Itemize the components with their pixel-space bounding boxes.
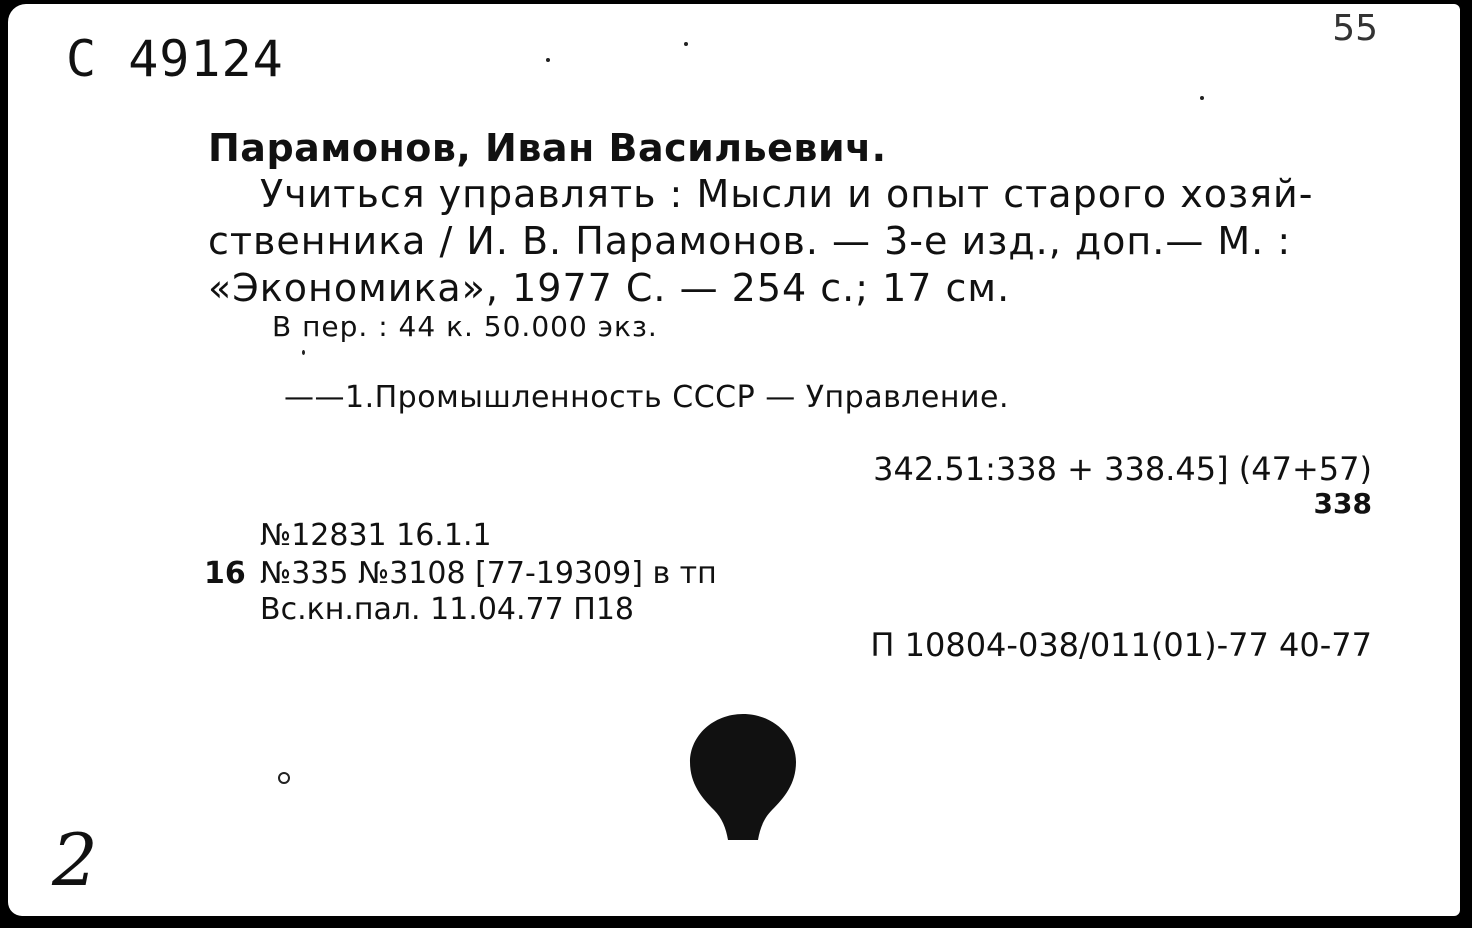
subject-heading: ——1.Промышленность СССР — Управление. [284,380,1009,415]
classification-code-2: 338 [1313,487,1372,520]
shelfmark: С 49124 [66,30,284,88]
registration-line-3: Вс.кн.пал. 11.04.77 П18 [260,592,634,627]
catalog-card [8,4,1460,916]
speck [302,350,305,355]
handwritten-mark: 2 [52,818,98,902]
classification-code: 342.51:338 + 338.45] (47+57) [873,450,1372,488]
corner-number: 55 [1332,8,1378,49]
small-circle-icon [278,772,290,784]
price-line: В пер. : 44 к. 50.000 экз. [272,310,658,343]
speck [684,42,688,46]
registration-line-2: №335 №3108 [77-19309] в тп [260,556,717,591]
title-line-2: ственника / И. В. Парамонов. — 3-е изд., доп.— М. : [208,219,1292,263]
title-line-1: Учиться управлять : Мысли и опыт старого хозяй- [260,172,1314,216]
author-heading: Парамонов, Иван Васильевич. [208,126,887,170]
registration-number: 16 [204,556,246,591]
speck [546,58,550,62]
index-line: П 10804-038/011(01)-77 40-77 [870,626,1372,664]
speck [1200,96,1204,100]
registration-line-1: №12831 16.1.1 [260,518,492,553]
punch-hole-icon [688,710,798,851]
title-line-3: «Экономика», 1977 С. — 254 с.; 17 см. [208,266,1011,310]
